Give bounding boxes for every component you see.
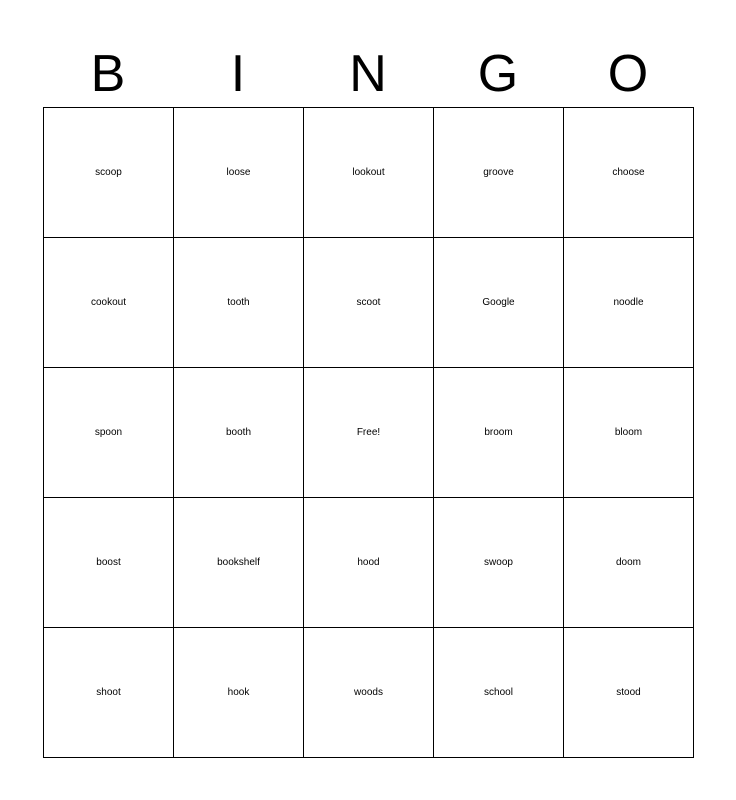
bingo-cell: Google bbox=[434, 238, 564, 368]
bingo-cell: bookshelf bbox=[174, 498, 304, 628]
bingo-cell: hood bbox=[304, 498, 434, 628]
bingo-cell: spoon bbox=[44, 368, 174, 498]
bingo-cell: groove bbox=[434, 108, 564, 238]
header-letter-o: O bbox=[607, 45, 649, 103]
header-letter-g: G bbox=[477, 45, 519, 103]
free-space-cell: Free! bbox=[304, 368, 434, 498]
bingo-cell: broom bbox=[434, 368, 564, 498]
bingo-cell: lookout bbox=[304, 108, 434, 238]
bingo-cell: woods bbox=[304, 628, 434, 758]
bingo-cell: tooth bbox=[174, 238, 304, 368]
bingo-cell: loose bbox=[174, 108, 304, 238]
header-letter-b: B bbox=[90, 45, 126, 103]
bingo-cell: stood bbox=[564, 628, 694, 758]
bingo-header bbox=[43, 40, 693, 108]
bingo-cell: school bbox=[434, 628, 564, 758]
bingo-cell: choose bbox=[564, 108, 694, 238]
bingo-cell: cookout bbox=[44, 238, 174, 368]
bingo-cell: scoot bbox=[304, 238, 434, 368]
bingo-cell: booth bbox=[174, 368, 304, 498]
bingo-cell: hook bbox=[174, 628, 304, 758]
bingo-cell: shoot bbox=[44, 628, 174, 758]
header-letter-i: I bbox=[230, 45, 246, 103]
bingo-cell: scoop bbox=[44, 108, 174, 238]
bingo-cell: noodle bbox=[564, 238, 694, 368]
bingo-cell: boost bbox=[44, 498, 174, 628]
bingo-cell: bloom bbox=[564, 368, 694, 498]
bingo-cell: doom bbox=[564, 498, 694, 628]
header-letter-n: N bbox=[349, 45, 387, 103]
bingo-board bbox=[43, 107, 694, 758]
bingo-cell: swoop bbox=[434, 498, 564, 628]
